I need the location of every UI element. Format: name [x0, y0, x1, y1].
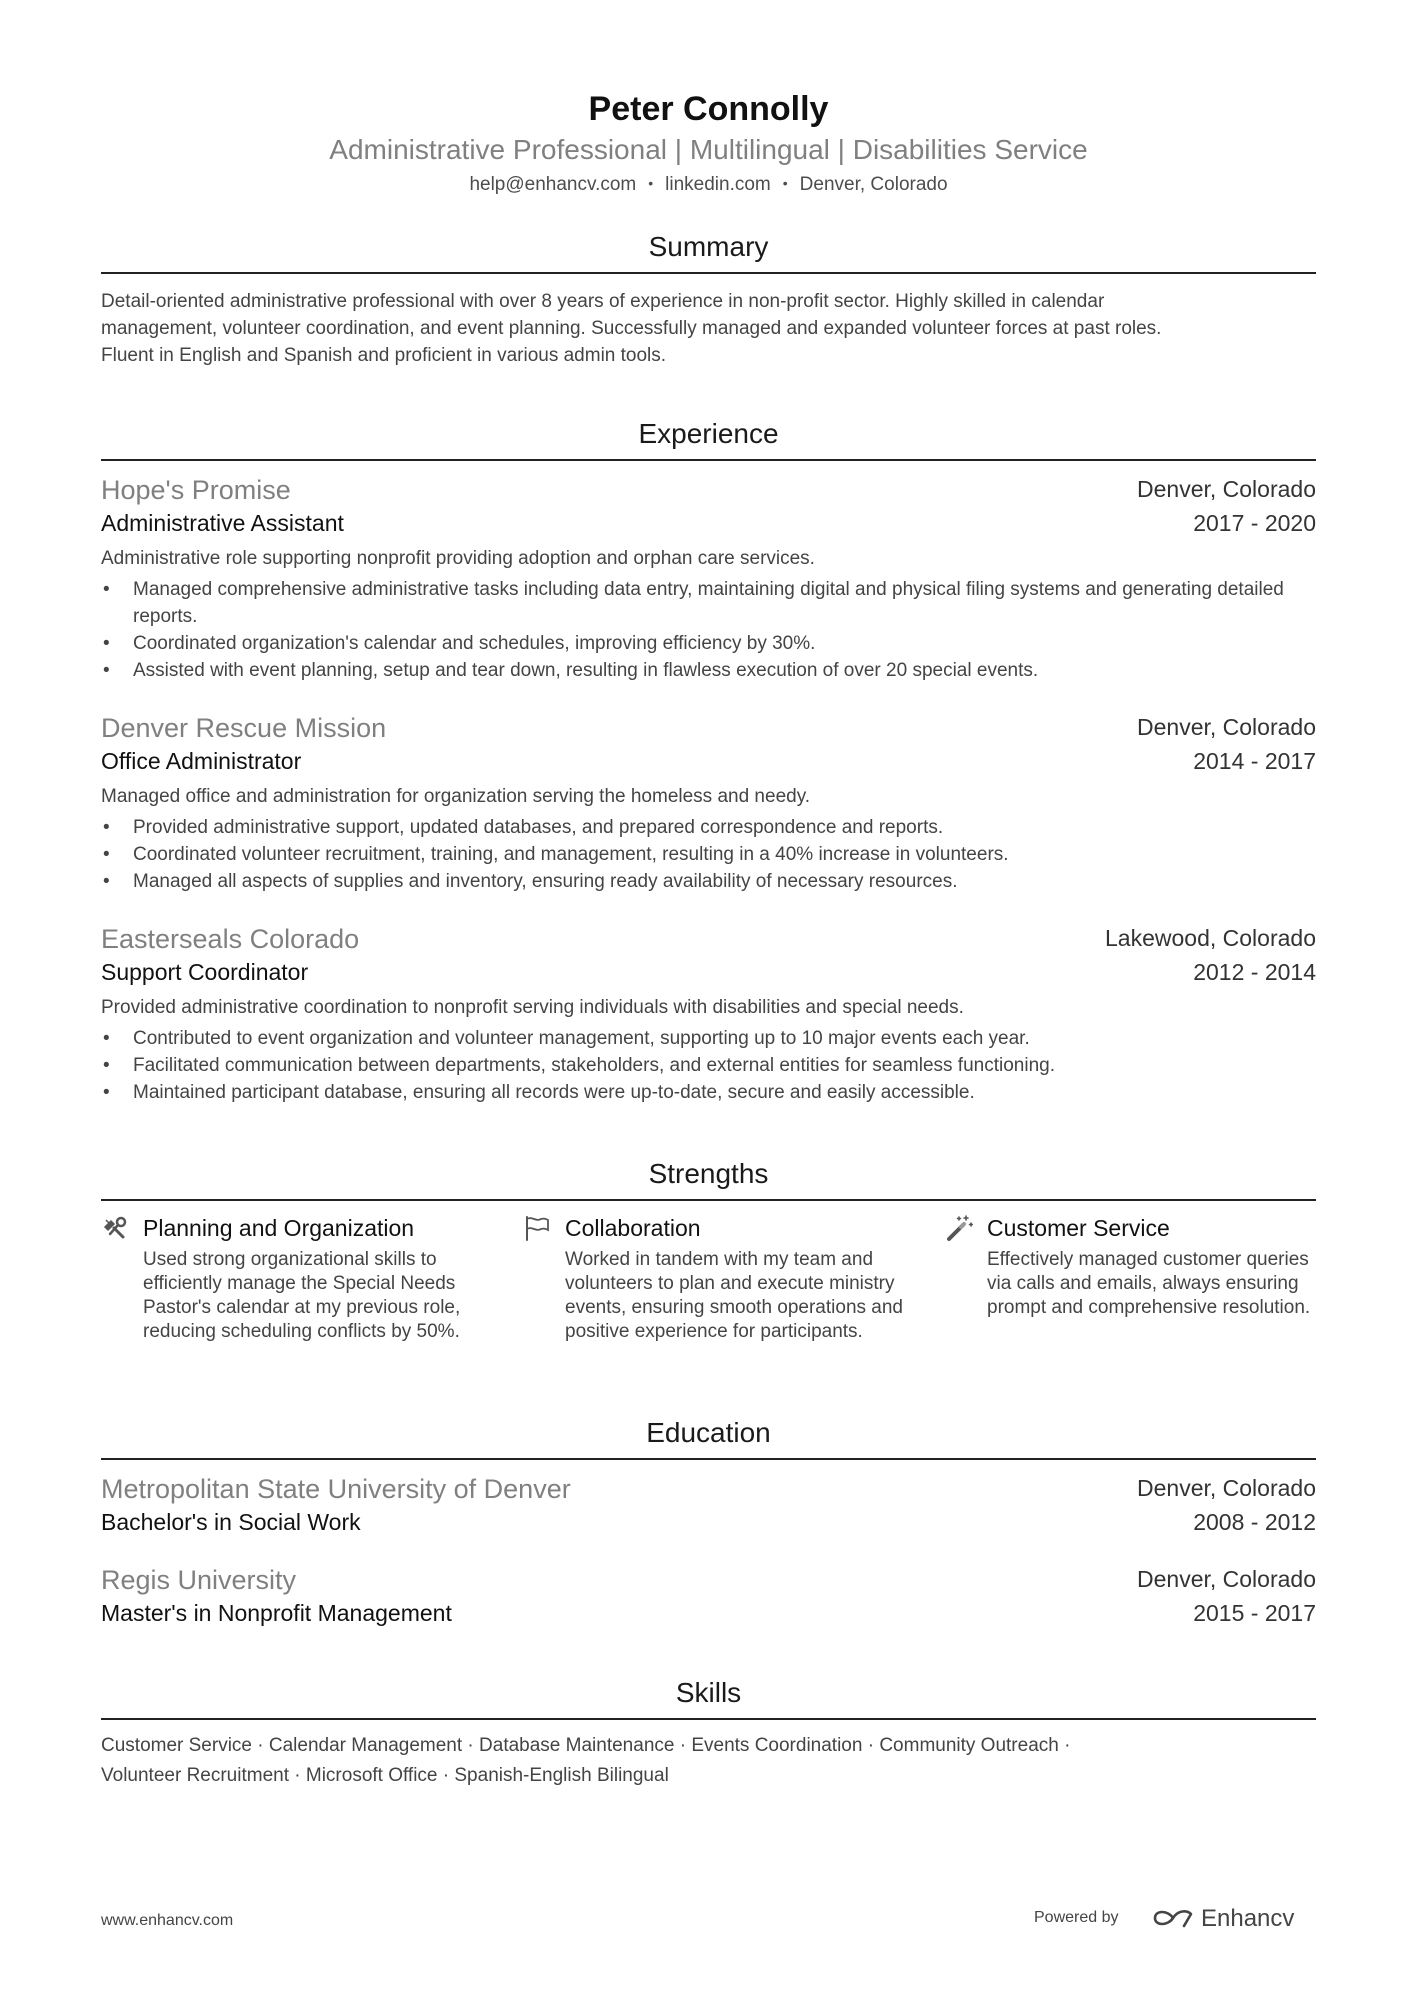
section-divider [101, 1458, 1316, 1460]
education-entry [101, 1472, 1316, 1538]
contact-separator: • [782, 175, 788, 191]
experience-bullet: • Managed comprehensive administrative tasks including data entry, maintaining digital and physical filing systems and generating detailed reports. [101, 576, 1316, 630]
resume-header [101, 88, 1316, 198]
education-school: Regis University [101, 1565, 297, 1595]
summary-text [101, 288, 1316, 369]
strength-description: Effectively managed customer queries via calls and emails, always ensuring prompt and comprehensive resolution. [987, 1249, 1311, 1318]
experience-dates: 2012 - 2014 [1193, 959, 1316, 985]
experience-bullet: • Coordinated organization's calendar and schedules, improving efficiency by 30%. [101, 630, 1316, 657]
powered-by-label: Powered by [1034, 1909, 1119, 1926]
experience-bullet: • Assisted with event planning, setup and tear down, resulting in flawless execution of over 20 special events. [101, 657, 1316, 684]
experience-org: Hope's Promise [101, 475, 291, 505]
contact-info [101, 170, 1316, 198]
education-dates: 2008 - 2012 [1193, 1509, 1316, 1535]
education-location: Denver, Colorado [1137, 1475, 1316, 1501]
magic-wand-icon [945, 1214, 973, 1242]
strength-title: Collaboration [565, 1215, 701, 1241]
tools-icon [101, 1214, 129, 1242]
summary-line: Detail-oriented administrative professional with over 8 years of experience in non-profit sector. Highly skilled in calendar [101, 291, 1105, 312]
experience-entry [101, 711, 1316, 895]
section-divider [101, 272, 1316, 274]
section-title-skills: Skills [675, 1677, 742, 1708]
experience-description: Managed office and administration for organization serving the homeless and needy. [101, 786, 811, 807]
experience-location: Lakewood, Colorado [1105, 925, 1316, 951]
experience-entry [101, 473, 1316, 684]
skills-line: Customer Service · Calendar Management · Database Maintenance · Events Coordination · Community Outreach · [101, 1735, 1071, 1756]
strength-description: Used strong organizational skills to efficiently manage the Special Needs Pastor's calendar at my previous role, reducing scheduling conflicts by 50%. [143, 1249, 461, 1342]
experience-dates: 2014 - 2017 [1193, 748, 1316, 774]
contact-separator: • [648, 175, 654, 191]
section-title-summary: Summary [648, 231, 769, 262]
candidate-name: Peter Connolly [588, 90, 829, 128]
section-title-strengths: Strengths [648, 1158, 769, 1189]
experience-bullet: • Facilitated communication between departments, stakeholders, and external entities for seamless functioning. [101, 1052, 1316, 1079]
strength-title: Planning and Organization [143, 1215, 415, 1241]
flag-icon [523, 1214, 551, 1242]
experience-bullet: • Maintained participant database, ensuring all records were up-to-date, secure and easily accessible. [101, 1079, 1316, 1106]
strength-description: Worked in tandem with my team and volunteers to plan and execute ministry events, ensuring smooth operations and positive experience for participants. [565, 1249, 903, 1342]
education-location: Denver, Colorado [1137, 1566, 1316, 1592]
skills-list [101, 1731, 1316, 1791]
experience-location: Denver, Colorado [1137, 714, 1316, 740]
contact-email[interactable]: help@enhancv.com [469, 174, 637, 195]
logo-wordmark: Enhancv [1201, 1905, 1295, 1932]
strength-item [523, 1212, 913, 1344]
experience-bullet: • Coordinated volunteer recruitment, training, and management, resulting in a 40% increase in volunteers. [101, 841, 1316, 868]
experience-role: Office Administrator [101, 748, 302, 774]
education-school: Metropolitan State University of Denver [101, 1474, 571, 1504]
strength-title: Customer Service [987, 1215, 1170, 1241]
strength-item [945, 1212, 1335, 1320]
experience-bullets [101, 1025, 1316, 1106]
skills-line: Volunteer Recruitment · Microsoft Office · Spanish-English Bilingual [101, 1765, 669, 1786]
experience-bullet: • Contributed to event organization and volunteer management, supporting up to 10 major events each year. [101, 1025, 1316, 1052]
section-title-experience: Experience [638, 418, 779, 449]
experience-dates: 2017 - 2020 [1193, 510, 1316, 536]
summary-line: Fluent in English and Spanish and proficient in various admin tools. [101, 345, 667, 366]
contact-location: Denver, Colorado [799, 174, 948, 195]
experience-bullet: • Provided administrative support, updated databases, and prepared correspondence and reports. [101, 814, 1316, 841]
experience-description: Provided administrative coordination to nonprofit serving individuals with disabilities and special needs. [101, 997, 964, 1018]
section-divider [101, 1199, 1316, 1201]
candidate-headline: Administrative Professional | Multilingual | Disabilities Service [329, 134, 1088, 165]
experience-org: Easterseals Colorado [101, 924, 360, 954]
education-entry [101, 1563, 1316, 1629]
experience-org: Denver Rescue Mission [101, 713, 387, 743]
enhancv-logo[interactable] [1151, 1900, 1311, 1936]
resume-page [101, 0, 1316, 1995]
strength-item [101, 1212, 491, 1344]
experience-role: Administrative Assistant [101, 510, 344, 536]
summary-line: management, volunteer coordination, and event planning. Successfully managed and expanded volunteer forces at past roles. [101, 318, 1162, 339]
experience-role: Support Coordinator [101, 959, 309, 985]
section-divider [101, 1718, 1316, 1720]
footer-url[interactable]: www.enhancv.com [101, 1912, 234, 1929]
section-divider [101, 459, 1316, 461]
experience-description: Administrative role supporting nonprofit providing adoption and orphan care services. [101, 548, 815, 569]
education-degree: Bachelor's in Social Work [101, 1509, 361, 1535]
experience-bullets [101, 814, 1316, 895]
section-title-education: Education [646, 1417, 771, 1448]
contact-linkedin[interactable]: linkedin.com [665, 174, 771, 195]
experience-location: Denver, Colorado [1137, 476, 1316, 502]
experience-bullet: • Managed all aspects of supplies and inventory, ensuring ready availability of necessary resources. [101, 868, 1316, 895]
experience-bullets [101, 576, 1316, 684]
education-dates: 2015 - 2017 [1193, 1600, 1316, 1626]
education-degree: Master's in Nonprofit Management [101, 1600, 452, 1626]
experience-entry [101, 922, 1316, 1106]
